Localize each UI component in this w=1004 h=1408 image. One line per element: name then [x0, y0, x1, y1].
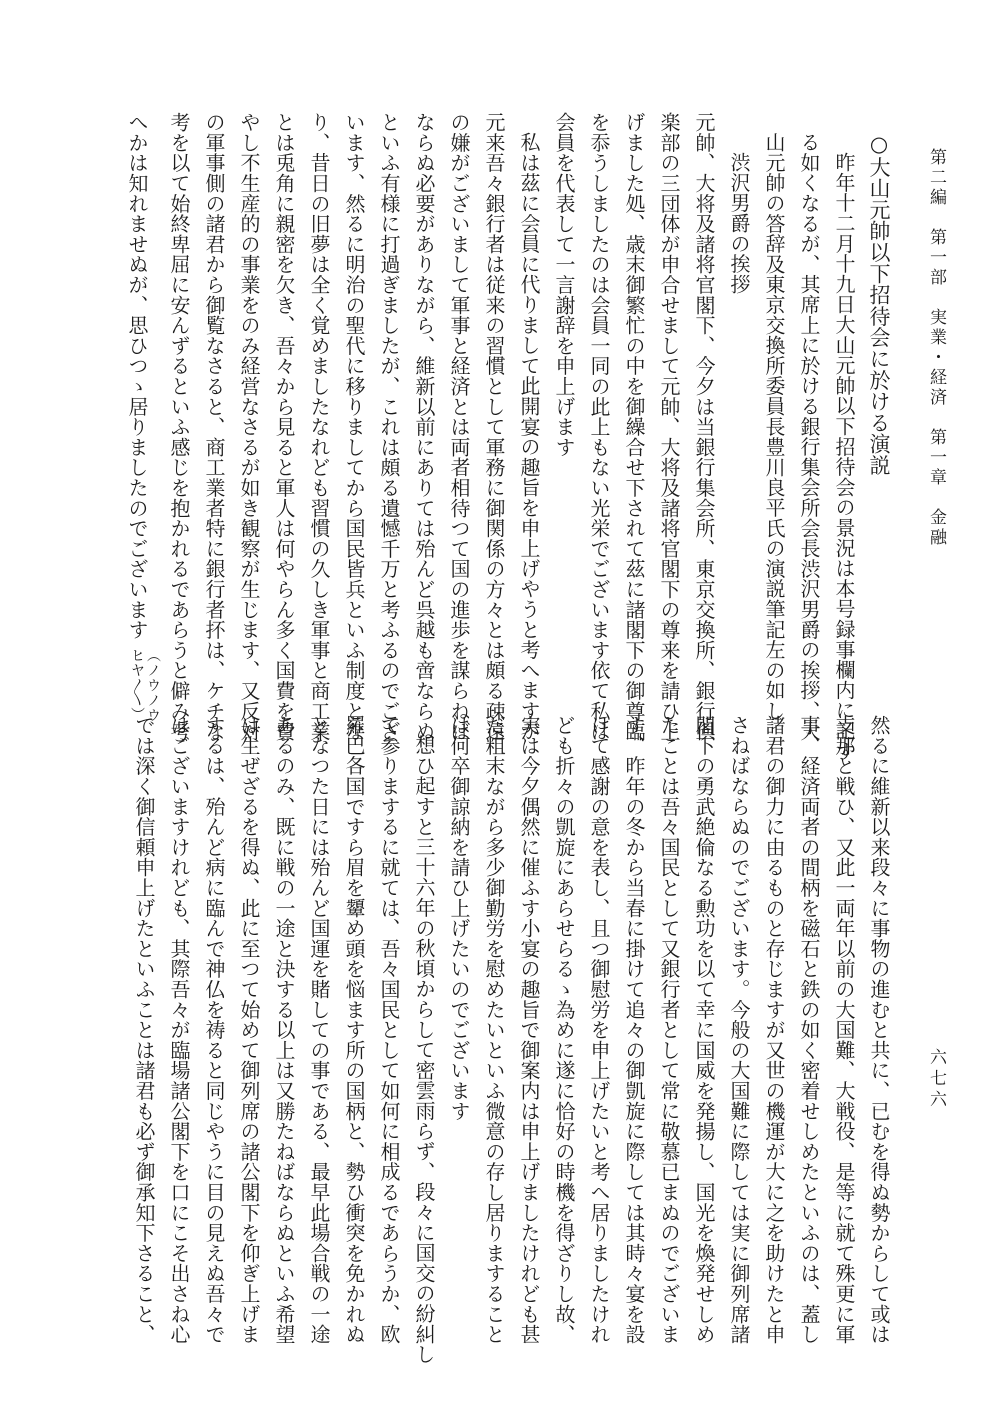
text-column: は生ぜざるを得ぬ、此に至つて始めて御列席の諸公閣下を仰ぎ上げま — [237, 715, 261, 1345]
text-column: 諸君の御力に由るものと存じますが又世の機運が大に之を助けたと申 — [762, 715, 786, 1345]
text-column: けて感謝の意を表し、且つ御慰労を申上げたいと考へ居りましたけれ — [587, 715, 611, 1345]
text-column: 支那と戦ひ、又此一両年以前の大国難、大戦役、是等に就て殊更に軍 — [832, 715, 856, 1345]
text-column: げました処、歳末御繁忙の中を御繰合せ下されて茲に諸閣下の御尊臨 — [622, 112, 646, 742]
running-header: 第二編 第一部 実業・経済 第一章 金融 — [926, 148, 946, 548]
text-column — [119, 112, 161, 723]
text-column: 実は今夕偶然に催ふす小宴の趣旨で御案内は申上げましたけれども甚 — [517, 715, 541, 1345]
text-column: ども折々の凱旋にあらせらるゝ為めに遂に恰好の時機を得ざりし故、 — [552, 715, 576, 1345]
text-column: ならぬ必要がありながら、維新以前にありては殆んど呉越も啻ならぬ — [412, 112, 436, 742]
section-title: ○大山元帥以下招待会に於ける演説 — [867, 132, 891, 476]
text-column: 羅巴各国ですら眉を顰め頭を悩ます所の国柄と、勢ひ衝突を免かれぬ — [342, 715, 366, 1345]
text-column: たことは吾々国民として又銀行者として常に敬慕已まぬのでございま — [657, 715, 681, 1345]
audience-reaction-note — [129, 648, 161, 723]
text-column: 元帥、大将及諸将官閣下、今夕は当銀行集会所、東京交換所、銀行倶 — [692, 112, 716, 742]
text-column: やし不生産的の事業をのみ経営なさるが如き観察が生じます、又反対 — [237, 112, 261, 742]
upper-text-block — [86, 112, 896, 761]
text-column: 私は茲に会員に代りまして此開宴の趣旨を申上げやうと考へますが — [517, 132, 541, 741]
text-column-body: へかは知れませぬが、思ひつゝ居りましたのでございます — [125, 112, 149, 640]
text-column: となつた日には殆んど国運を賭しての事である、最早此場合戦の一途 — [307, 715, 331, 1345]
text-column: 想ひ起すと三十六年の秋頃からして密雲雨らず、段々に国交の紛糾し — [412, 735, 436, 1365]
audience-reaction-line: ヒヤ〳〵） — [129, 647, 145, 722]
text-column: います、然るに明治の聖代に移りましてから国民皆兵といふ制度とな — [342, 112, 366, 742]
text-column: 会員を代表して一言謝辞を申上げます — [552, 112, 576, 458]
text-column: といふ有様に打過ぎましたが、これは頗る遺憾千万と考ふるのでござ — [377, 112, 401, 742]
text-column: の嫌がございまして軍事と経済とは両者相待つて国の進歩を謀らねば — [447, 112, 471, 742]
text-column: て参りまするに就ては、吾々国民として如何に相成るであらうか、欧 — [377, 715, 401, 1345]
text-column: 昨年十二月十九日大山元帥以下招待会の景況は本号録事欄内に記す — [832, 152, 856, 761]
text-column: だ粗末ながら多少御勤労を慰めたいといふ微意の存し居りますること — [482, 715, 506, 1345]
text-column: り、昔日の旧夢は全く覚めましたなれども習慣の久しき軍事と商工業 — [307, 112, 331, 742]
text-column: 考を以て始終卑屈に安んずるといふ感じを抱かれるであらうと僻み考 — [167, 112, 191, 742]
text-column: 閣下の勇武絶倫なる勲功を以て幸に国威を発揚し、国光を煥発せしめ — [692, 715, 716, 1345]
text-column: 事、経済両者の間柄を磁石と鉄の如く密着せしめたといふのは、蓋し — [797, 715, 821, 1345]
text-column: の軍事側の諸君から御覧なさると、商工業者特に銀行者抔は、ケチな — [202, 112, 226, 742]
text-column: とは兎角に親密を欠き、吾々から見ると軍人は何やらん多く国費を費 — [272, 112, 296, 742]
text-column: 然るに維新以来段々に事物の進むと共に、已むを得ぬ勢からして或は — [867, 715, 891, 1345]
text-column: はございますけれども、其際吾々が臨場諸公閣下を口にこそ出さね心 — [167, 715, 191, 1345]
text-column: するは、殆んど病に臨んで神仏を祷ると同じやうに目の見えぬ吾々で — [202, 715, 226, 1345]
text-column: 楽部の三団体が申合せまして元帥、大将及諸将官閣下の尊来を請ひ上 — [657, 112, 681, 742]
text-column: る如くなるが、其席上に於ける銀行集会所会長渋沢男爵の挨拶、大 — [797, 132, 821, 741]
lower-text-block — [86, 715, 896, 1365]
text-column: では深く御信頼申上げたといふことは諸君も必ず御承知下さること、 — [132, 715, 156, 1345]
text-column: さねばならぬのでございます。今般の大国難に際しては実に御列席諸 — [727, 715, 751, 1345]
text-column: す、昨年の冬から当春に掛けて追々の御凱旋に際しては其時々宴を設 — [622, 715, 646, 1345]
audience-reaction-line: （ノウノウ — [145, 647, 161, 723]
page-number: 六七六 — [926, 1048, 946, 1111]
text-column: 元来吾々銀行者は従来の習慣として軍務に御関係の方々とは頗る疎遠 — [482, 112, 506, 742]
text-column: は何卒御諒納を請ひ上げたいのでございます — [447, 715, 471, 1121]
text-column: 山元帥の答辞及東京交換所委員長豊川良平氏の演説筆記左の如し — [762, 132, 786, 721]
text-column: を忝うしましたのは会員一同の此上もない光栄でございます依て私は — [587, 112, 611, 742]
speaker-heading: 渋沢男爵の挨拶 — [727, 152, 751, 295]
text-column: あるのみ、既に戦の一途と決する以上は又勝たねばならぬといふ希望 — [272, 715, 296, 1345]
